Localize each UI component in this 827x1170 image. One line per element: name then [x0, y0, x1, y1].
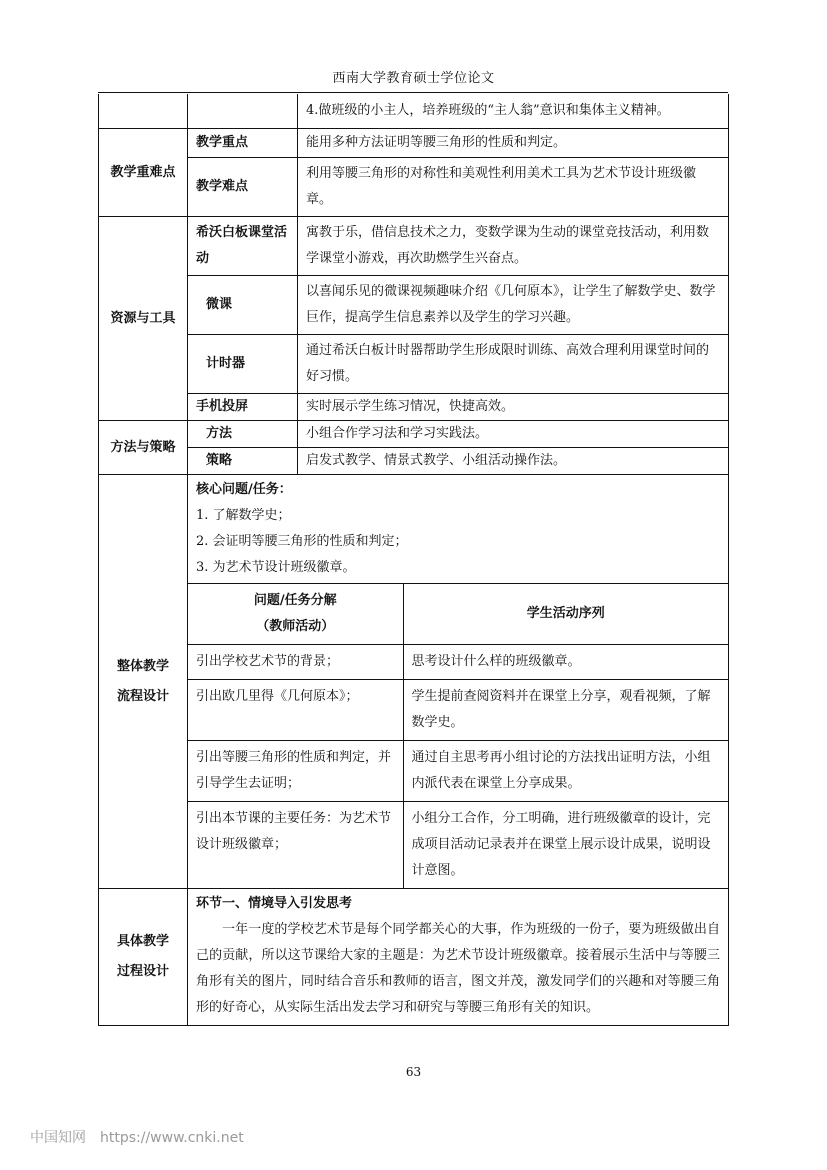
core-question-title: 核心问题/任务：: [196, 482, 292, 497]
difficult-point-content: 利用等腰三角形的对称性和美观性利用美术工具为艺术节设计班级徽章。: [298, 158, 729, 217]
resource-row-screencast: [99, 394, 729, 421]
empty-cell: [99, 94, 188, 129]
objective-4: 4.做班级的小主人，培养班级的“主人翁”意识和集体主义精神。: [298, 94, 729, 129]
teacher-activity: 引出本节课的主要任务：为艺术节设计班级徽章；: [188, 802, 403, 889]
key-point-row: [99, 129, 729, 158]
key-difficult-category: 教学重难点: [99, 129, 188, 217]
header-rule: [98, 92, 728, 93]
strategy-label: 策略: [188, 448, 298, 475]
core-task-2: 2. 会证明等腰三角形的性质和判定；: [196, 534, 408, 549]
resource-label-screencast: 手机投屏: [188, 394, 298, 421]
resource-label-seewo: 希沃白板课堂活动: [188, 217, 298, 276]
process-design-category-text: 具体教学过程设计: [117, 934, 170, 979]
task-row: [188, 741, 728, 802]
resource-content-timer: 通过希沃白板计时器帮助学生形成限时训练、高效合理利用课堂时间的好习惯。: [298, 335, 729, 394]
objectives-continuation-row: [99, 94, 729, 129]
key-point-content: 能用多种方法证明等腰三角形的性质和判定。: [298, 129, 729, 158]
method-content: 小组合作学习法和学习实践法。: [298, 421, 729, 448]
page-header-title: 西南大学教育硕士学位论文: [332, 71, 495, 86]
teacher-activity-header: [188, 584, 403, 645]
overall-design-category-text: 整体教学流程设计: [117, 658, 170, 704]
core-task-3: 3. 为艺术节设计班级徽章。: [196, 560, 356, 575]
difficult-point-row: [99, 158, 729, 217]
resources-category: 资源与工具: [99, 217, 188, 421]
student-activity: 思考设计什么样的班级徽章。: [403, 645, 728, 680]
resource-row-microlesson: [99, 276, 729, 335]
resource-row-timer: [99, 335, 729, 394]
task-row: [188, 645, 728, 680]
task-breakdown-header: [188, 584, 728, 645]
teacher-activity: 引出等腰三角形的性质和判定，并引导学生去证明；: [188, 741, 403, 802]
process-design-cell: [188, 889, 729, 1026]
method-label: 方法: [188, 421, 298, 448]
lesson-plan-table: [98, 94, 729, 1026]
teacher-activity: 引出学校艺术节的背景；: [188, 645, 403, 680]
overall-design-row: [99, 475, 729, 889]
overall-design-category: [99, 475, 188, 889]
methods-category: 方法与策略: [99, 421, 188, 475]
resource-content-seewo: 寓教于乐，借信息技术之力，变数学课为生动的课堂竞技活动，利用数学课堂小游戏，再次助燃学生兴奋点。: [298, 217, 729, 276]
task-row: [188, 680, 728, 741]
overall-design-cell: [188, 475, 729, 889]
method-row: [99, 421, 729, 448]
empty-cell: [188, 94, 298, 129]
student-activity: 小组分工合作，分工明确，进行班级徽章的设计，完成项目活动记录表并在课堂上展示设计成果，说明设计意图。: [403, 802, 728, 889]
resource-content-microlesson: 以喜闻乐见的微课视频趣味介绍《几何原本》，让学生了解数学史、数学巨作，提高学生信息素养以及学生的学习兴趣。: [298, 276, 729, 335]
section-paragraph: 一年一度的学校艺术节是每个同学都关心的大事，作为班级的一份子，要为班级做出自己的贡献，所以这节课给大家的主题是：为艺术节设计班级徽章。接着展示生活中与等腰三角形有关的图片，同时结合音乐和教师的语言，图文并茂，激发同学们的兴趣和对等腰三角形的好奇心，从实际生活出发去学习和研究与等腰三角形有关的知识。: [196, 922, 720, 1015]
task-breakdown-table: [188, 583, 728, 888]
student-activity: 学生提前查阅资料并在课堂上分享，观看视频，了解数学史。: [403, 680, 728, 741]
process-design-category: [99, 889, 188, 1026]
teacher-activity: 引出欧几里得《几何原本》；: [188, 680, 403, 741]
student-activity-header: 学生活动序列: [403, 584, 728, 645]
watermark-brand: 中国知网: [30, 1130, 86, 1146]
resource-row-seewo: [99, 217, 729, 276]
resource-label-microlesson: 微课: [188, 276, 298, 335]
difficult-point-label: 教学难点: [188, 158, 298, 217]
resource-content-screencast: 实时展示学生练习情况，快捷高效。: [298, 394, 729, 421]
resource-label-timer: 计时器: [188, 335, 298, 394]
strategy-content: 启发式教学、情景式教学、小组活动操作法。: [298, 448, 729, 475]
section-title: 环节一、情境导入引发思考: [196, 896, 353, 911]
key-point-label: 教学重点: [188, 129, 298, 158]
process-design-row: [99, 889, 729, 1026]
page-number: 63: [405, 1065, 422, 1079]
teacher-activity-header-text: 问题/任务分解（教师活动）: [253, 593, 337, 634]
core-task-1: 1. 了解数学史；: [196, 508, 291, 523]
task-row: [188, 802, 728, 889]
strategy-row: [99, 448, 729, 475]
cnki-watermark: [30, 1127, 244, 1147]
watermark-url: https://www.cnki.net: [100, 1130, 244, 1146]
student-activity: 通过自主思考再小组讨论的方法找出证明方法，小组内派代表在课堂上分享成果。: [403, 741, 728, 802]
